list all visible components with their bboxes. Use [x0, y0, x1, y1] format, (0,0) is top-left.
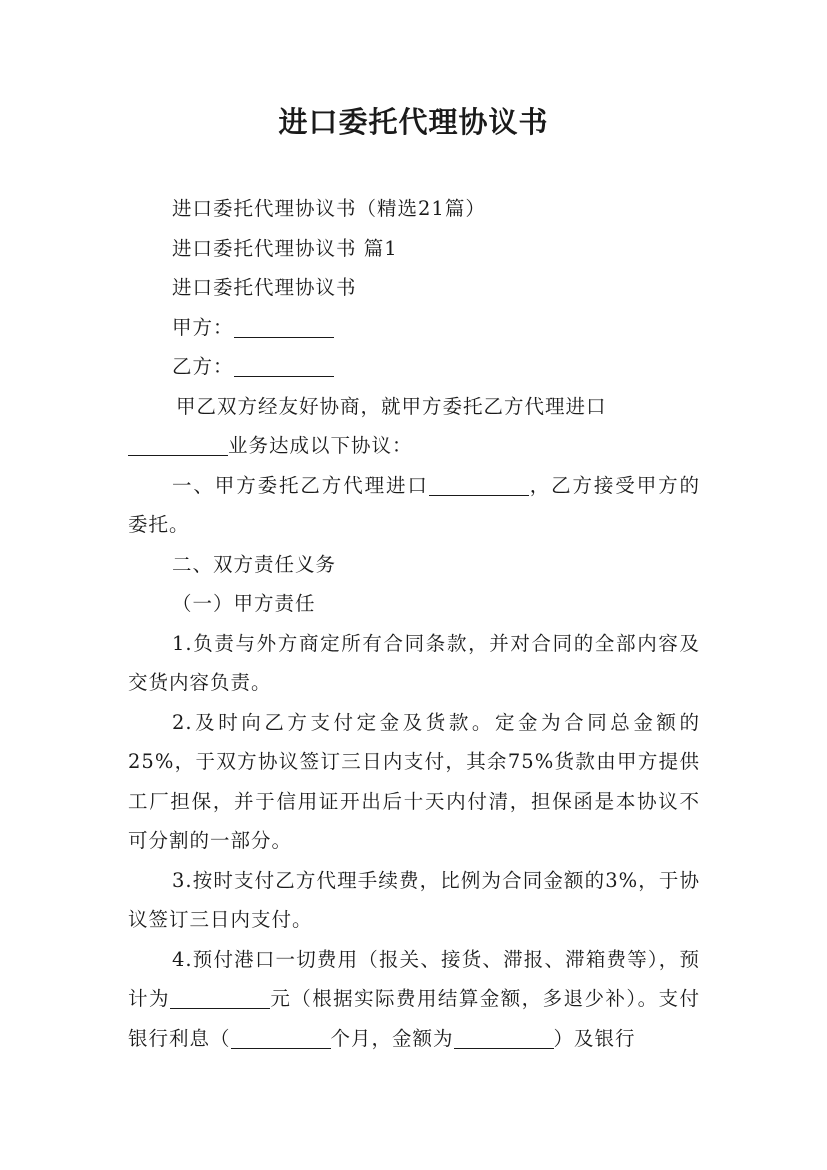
clause1-blank [429, 471, 529, 496]
party-a-line [128, 308, 700, 348]
item4-text-c: 个月，金额为 [330, 1026, 454, 1050]
part-heading-text: 进口委托代理协议书 篇1 [172, 236, 398, 260]
party-b-line [128, 347, 700, 387]
party-b-label: 乙方： [172, 355, 234, 378]
clause2-heading-text: 二、双方责任义务 [172, 552, 337, 576]
item2-text: 2.及时向乙方支付定金及货款。定金为合同总金额的25%，于双方协议签订三日内支付，其余75%货款由甲方提供工厂担保，并于信用证开出后十天内付清，担保函是本协议不可分割的一部分。 [128, 710, 700, 852]
item-2 [128, 703, 700, 861]
doc-name-text: 进口委托代理协议书 [172, 276, 357, 299]
party-a-label: 甲方： [172, 315, 234, 339]
item-4 [128, 940, 700, 1059]
intro-line1-text: 甲乙双方经友好协商，就甲方委托乙方代理进口 [176, 394, 607, 418]
item4-interest-blank [454, 1024, 554, 1049]
intro-blank [128, 431, 228, 456]
clause2-sub1-text: （一）甲方责任 [172, 592, 316, 615]
item-3 [128, 861, 700, 940]
party-a-blank [234, 313, 334, 338]
clause1-text-b: ，乙方接受甲方的委托。 [128, 473, 700, 536]
clause-2-heading [128, 545, 700, 585]
subtitle-text: 进口委托代理协议书（精选21篇） [172, 197, 486, 220]
part-heading [128, 229, 700, 269]
party-b-blank [234, 352, 334, 377]
item-1 [128, 624, 700, 703]
item1-text: 1.负责与外方商定所有合同条款，并对合同的全部内容及交货内容负责。 [128, 631, 700, 694]
intro-line2-text: 业务达成以下协议： [228, 434, 413, 457]
item4-text-a: 4.预付港口一切费用（报关、接货、滞报、滞箱费等），预计为 [128, 947, 700, 1010]
item4-amount-blank [170, 984, 270, 1009]
item3-text: 3.按时支付乙方代理手续费，比例为合同金额的3%，于协议签订三日内支付。 [128, 868, 700, 931]
clause-2-subheading [128, 584, 700, 624]
doc-name [128, 268, 700, 308]
clause-1 [128, 466, 700, 545]
intro-paragraph-line2 [128, 426, 700, 466]
intro-paragraph-line1 [128, 387, 700, 427]
item4-months-blank [231, 1024, 331, 1049]
item4-text-b: 元（根据实际费用结算金额，多退少补）。支付银行利息（ [128, 987, 700, 1050]
clause1-text-a: 一、甲方委托乙方代理进口 [172, 473, 429, 497]
subtitle [128, 189, 700, 229]
document-body [128, 189, 700, 1058]
item4-text-d: ）及银行 [553, 1026, 636, 1050]
page-title: 进口委托代理协议书 [278, 105, 549, 139]
